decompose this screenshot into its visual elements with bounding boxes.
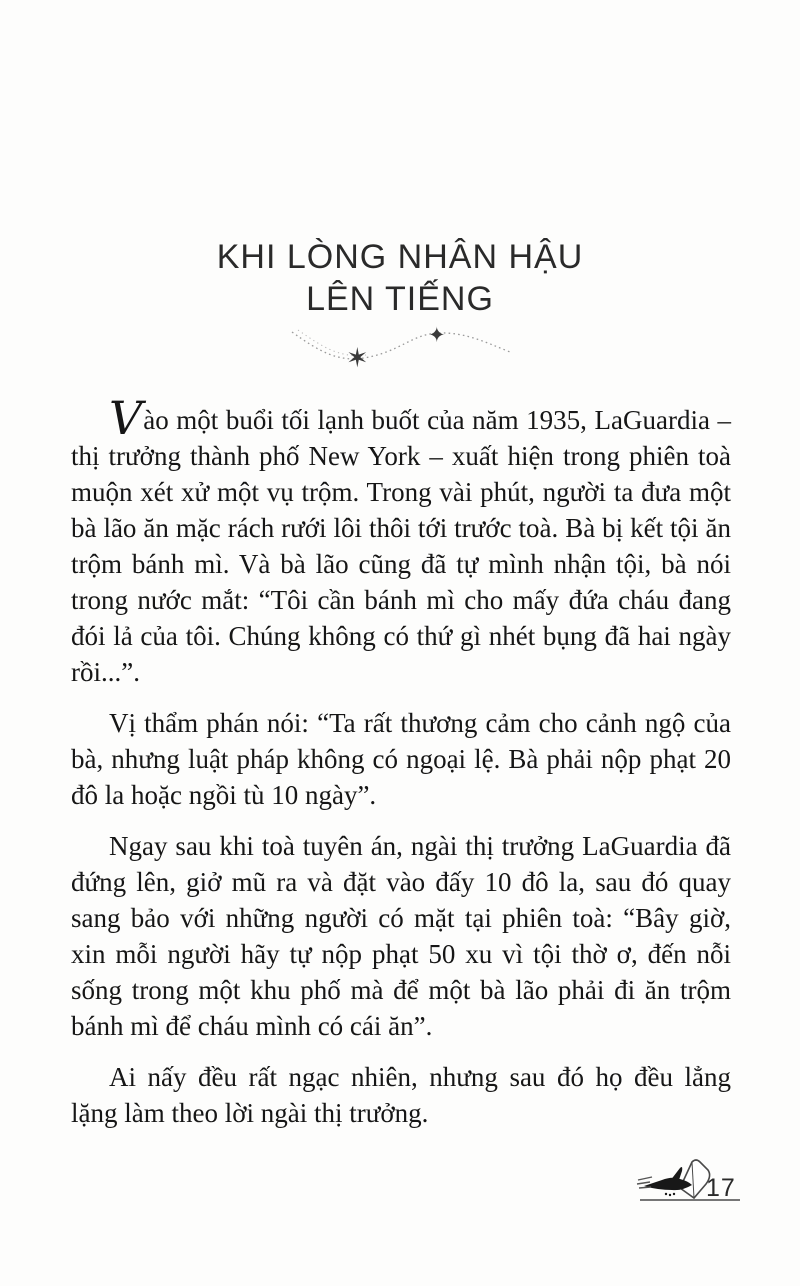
chapter-divider-ornament — [280, 320, 520, 372]
chapter-title-line2: LÊN TIẾNG — [306, 280, 494, 318]
bird-feet-dots — [665, 1193, 675, 1196]
flying-bird-icon — [636, 1156, 764, 1206]
drop-cap: V — [109, 391, 143, 445]
page-number: 17 — [706, 1174, 736, 1202]
four-point-star-icon: ✦ — [428, 323, 446, 347]
body-text — [71, 391, 731, 1146]
body-paragraph-4: Ai nấy đều rất ngạc nhiên, nhưng sau đó họ đều lẳng lặng làm theo lời ngài thị trưởng. — [71, 1062, 731, 1128]
body-paragraph-2: Vị thẩm phán nói: “Ta rất thương cảm cho cảnh ngộ của bà, nhưng luật pháp không có ngoại lệ. Bà phải nộp phạt 20 đô la hoặc ngồi tù 10 ngày”. — [71, 708, 731, 810]
dotted-wave-line — [292, 332, 510, 359]
page-footer — [636, 1156, 764, 1206]
chapter-title-line1: KHI LÒNG NHÂN HẬU — [216, 238, 584, 276]
body-paragraph-3: Ngay sau khi toà tuyên án, ngài thị trưởng LaGuardia đã đứng lên, giở mũ ra và đặt vào đấy 10 đô la, sau đó quay sang bảo với những người có mặt tại phiên toà: “Bây giờ, xin mỗi người hãy tự nộp phạt 50 xu vì tội thờ ơ, đến nỗi sống trong một khu phố mà để một bà lão phải đi ăn trộm bánh mì để cháu mình có cái ăn”. — [71, 831, 731, 1041]
six-point-star-icon: ✶ — [346, 343, 369, 372]
paragraph-1-text: ào một buổi tối lạnh buốt của năm 1935, LaGuardia – thị trưởng thành phố New York – xuất hiện trong phiên toà muộn xét xử một vụ trộm. Trong vài phút, người ta đưa một bà lão ăn mặc rách rưới lôi thôi tới trước toà. Bà bị kết tội ăn trộm bánh mì. Và bà lão cũng đã tự mình nhận tội, bà nói trong nước mắt: “Tôi cần bánh mì cho mấy đứa cháu đang đói lả của tôi. Chúng không có thứ gì nhét bụng đã hai ngày rồi...”. — [71, 405, 731, 687]
body-paragraph-1 — [71, 391, 731, 690]
chapter-title — [0, 236, 800, 320]
